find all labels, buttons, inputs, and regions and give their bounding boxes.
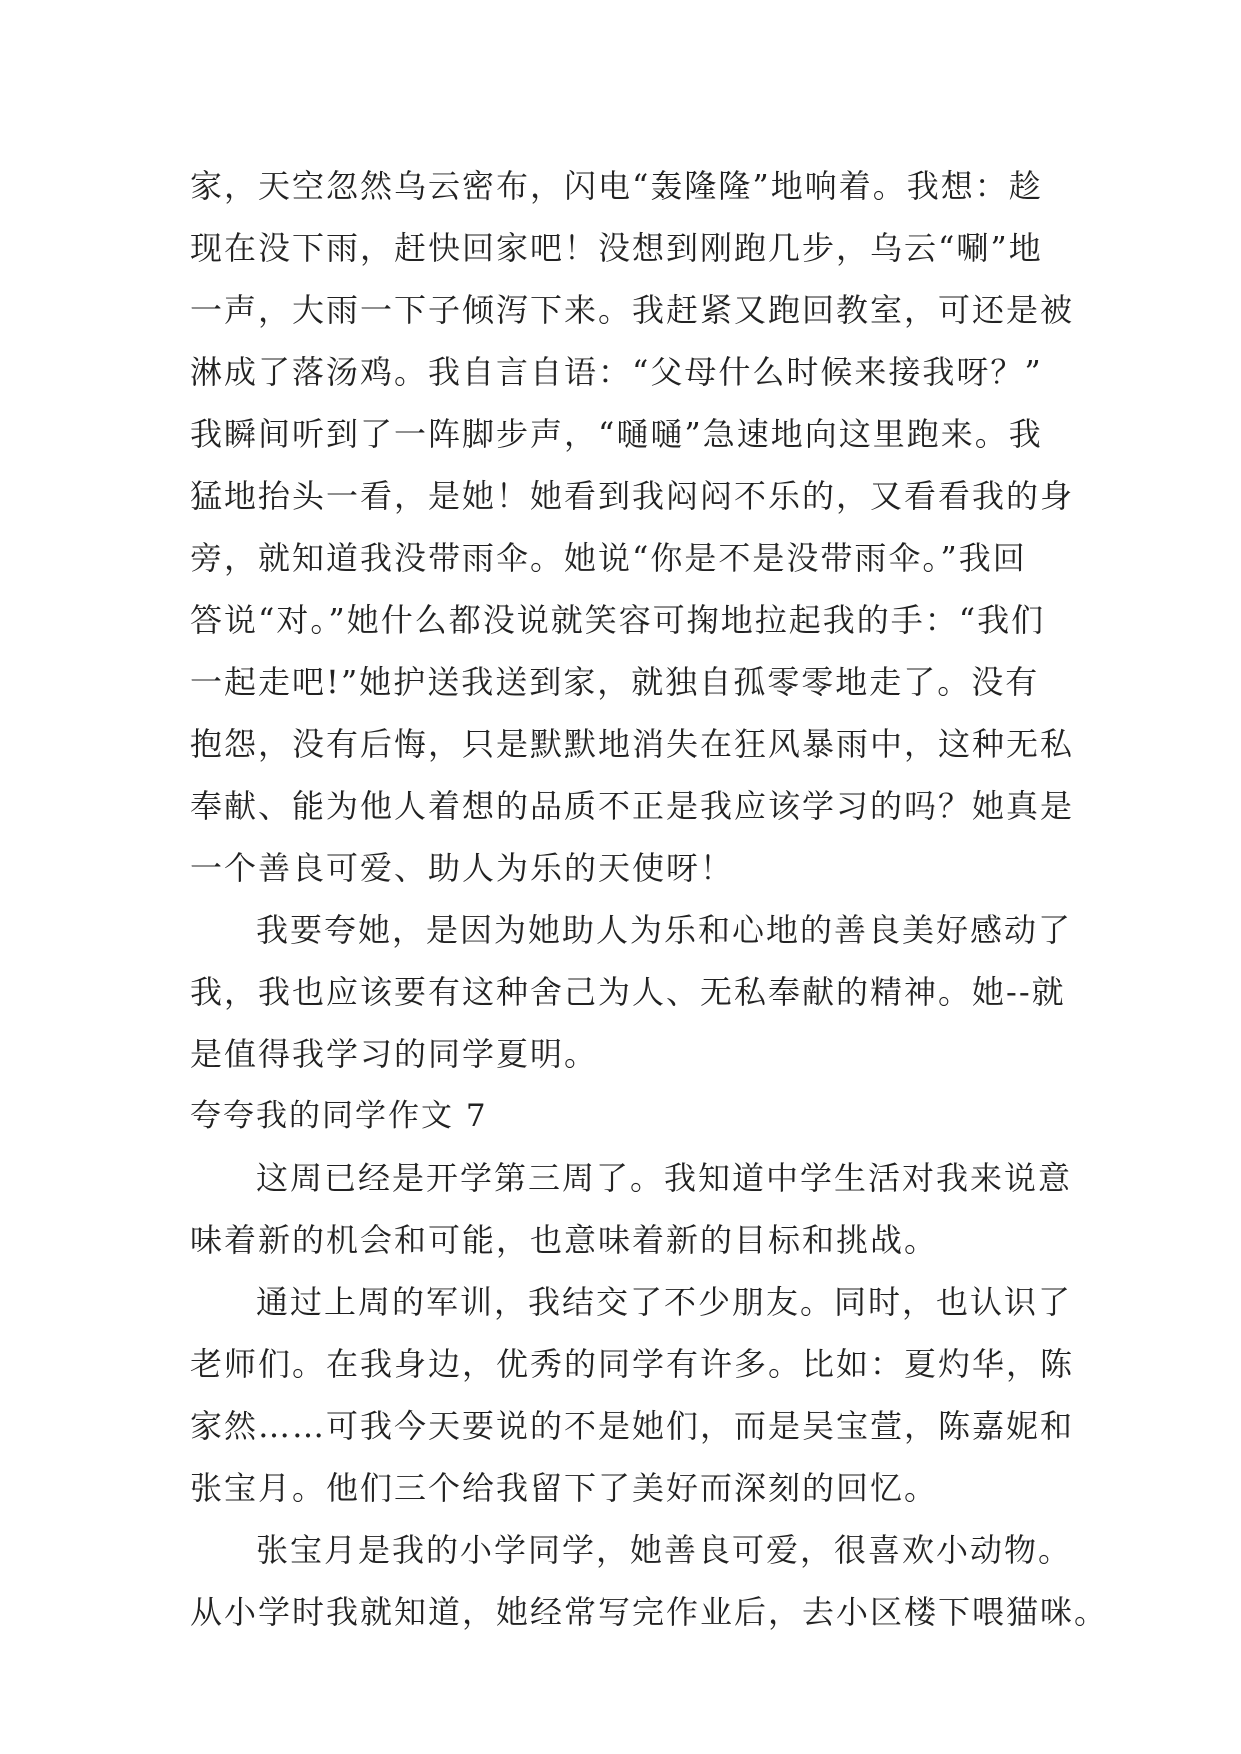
- text-line: 一个善良可爱、助人为乐的天使呀！: [190, 849, 735, 887]
- text-line: 家然……可我今天要说的不是她们，而是吴宝萱，陈嘉妮和: [190, 1407, 1075, 1445]
- paragraph-3: [190, 1147, 1073, 1271]
- text-line: 猛地抬头一看，是她！她看到我闷闷不乐的，又看看我的身: [190, 477, 1075, 515]
- text-line: 我，我也应该要有这种舍己为人、无私奉献的精神。她--就: [190, 973, 1066, 1011]
- text-line: 一声，大雨一下子倾泻下来。我赶紧又跑回教室，可还是被: [190, 291, 1075, 329]
- text-line: 通过上周的军训，我结交了不少朋友。同时，也认识了: [256, 1283, 1073, 1321]
- text-line: 从小学时我就知道，她经常写完作业后，去小区楼下喂猫咪。: [190, 1593, 1109, 1631]
- text-line: 我要夸她，是因为她助人为乐和心地的善良美好感动了: [256, 911, 1073, 949]
- text-line: 奉献、能为他人着想的品质不正是我应该学习的吗？她真是: [190, 787, 1075, 825]
- section-heading: 夸夸我的同学作文 7: [190, 1098, 488, 1134]
- text-line: 答说“对。”她什么都没说就笑容可掬地拉起我的手：“我们: [190, 601, 1046, 639]
- text-line: 老师们。在我身边，优秀的同学有许多。比如：夏灼华，陈: [190, 1345, 1075, 1383]
- text-line: 这周已经是开学第三周了。我知道中学生活对我来说意: [256, 1159, 1073, 1197]
- text-line: 我瞬间听到了一阵脚步声，“嗵嗵”急速地向这里跑来。我: [190, 415, 1043, 453]
- paragraph-2: [190, 899, 1073, 1085]
- text-line: 旁，就知道我没带雨伞。她说“你是不是没带雨伞。”我回: [190, 539, 1027, 577]
- text-line: 味着新的机会和可能，也意味着新的目标和挑战。: [190, 1221, 939, 1259]
- text-line: 一起走吧!”她护送我送到家，就独自孤零零地走了。没有: [190, 663, 1040, 701]
- text-line: 现在没下雨，赶快回家吧！没想到刚跑几步，乌云“唰”地: [190, 229, 1043, 267]
- text-line: 张宝月是我的小学同学，她善良可爱，很喜欢小动物。: [256, 1531, 1073, 1569]
- paragraph-1: [190, 155, 1075, 899]
- paragraph-4: [190, 1271, 1075, 1519]
- text-line: 抱怨，没有后悔，只是默默地消失在狂风暴雨中，这种无私: [190, 725, 1075, 763]
- text-line: 淋成了落汤鸡。我自言自语：“父母什么时候来接我呀？”: [190, 353, 1043, 391]
- text-line: 家，天空忽然乌云密布，闪电“轰隆隆”地响着。我想：趁: [190, 167, 1043, 205]
- text-line: 是值得我学习的同学夏明。: [190, 1035, 599, 1073]
- document-body: [190, 155, 1109, 1643]
- paragraph-5: [190, 1519, 1109, 1643]
- text-line: 张宝月。他们三个给我留下了美好而深刻的回忆。: [190, 1469, 939, 1507]
